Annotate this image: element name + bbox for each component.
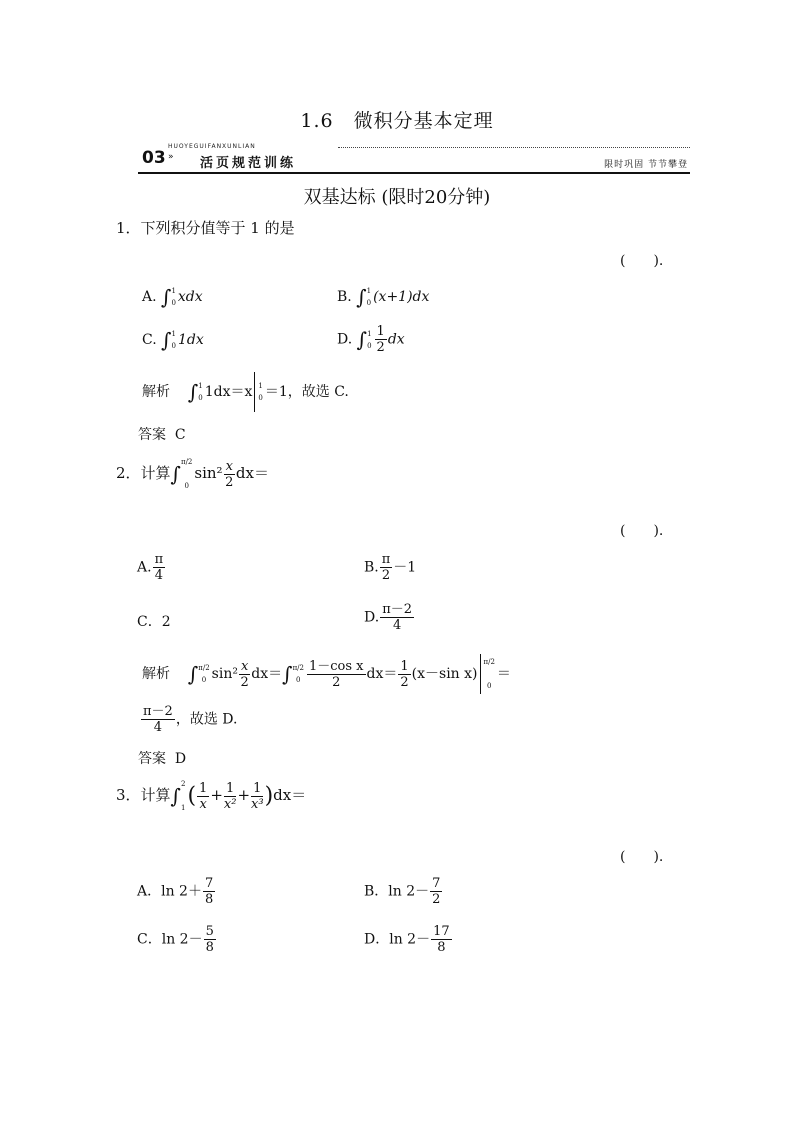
q2-option-d: D. $\frac{\pi-2}{4}$ <box>364 602 413 633</box>
banner-pinyin: HUOYEGUIFANXUNLIAN <box>168 143 256 150</box>
integral-icon: ∫ <box>187 662 199 686</box>
q2-answer: 答案 D <box>138 751 187 767</box>
q2-stem: 2．计算∫π/2 0sin² $\frac{x}{2}$ dx＝ <box>116 458 269 490</box>
evaluation-bar <box>254 372 255 412</box>
banner-rule <box>138 172 690 174</box>
q1-solution: 解析 ∫1 0 1dx＝x 1 0 ＝1，故选 C. <box>142 372 349 412</box>
q1-option-a: A. ∫1 0 xdx <box>142 285 203 309</box>
q2-option-c: C．2 <box>137 614 171 630</box>
section-title: 双基达标 (限时20分钟) <box>303 187 491 208</box>
q1-option-b: B. ∫1 0 (x+1)dx <box>337 285 430 309</box>
integral-icon: ∫ <box>170 784 181 808</box>
q2-option-b: B. $\frac{\pi}{2}$ －1 <box>364 552 417 583</box>
integral-icon: ∫ <box>282 662 293 686</box>
evaluation-bar <box>480 654 481 694</box>
q1-stem: 1．下列积分值等于 1 的是 <box>116 219 295 237</box>
q1-option-d: D. ∫1 0 $\frac{1}{2}$ dx <box>337 324 405 355</box>
q3-option-c: C．ln 2－ $\frac{5}{8}$ <box>137 924 214 955</box>
banner-right-text: 限时巩固 节节攀登 <box>604 160 688 170</box>
q2-solution-result: $\frac{\pi-2}{4}$ ，故选 D. <box>143 704 238 735</box>
double-chevron-icon: » <box>168 152 174 162</box>
integral-icon: ∫ <box>161 285 172 309</box>
q2-option-a: A. $\frac{\pi}{4}$ <box>137 552 164 583</box>
integral-icon: ∫ <box>161 328 172 352</box>
solution-label: 解析 <box>142 666 170 682</box>
section-banner <box>138 142 690 174</box>
solution-label: 解析 <box>142 384 170 400</box>
q3-option-d: D．ln 2－ $\frac{17}{8}$ <box>364 924 450 955</box>
q2-paren: ( ). <box>620 523 664 539</box>
q2-solution: 解析 ∫π/2 0 sin² $\frac{x}{2}$ dx＝∫π/2 0 $\frac{\text{1－cos x}}{2}$ dx＝ $\frac{1}{2}$ (x－sin x)π/2 0＝ <box>142 654 702 694</box>
integral-icon: ∫ <box>187 380 199 404</box>
q1-answer: 答案 C <box>138 427 186 443</box>
integral-icon: ∫ <box>356 285 367 309</box>
q1-paren: ( ). <box>620 253 664 269</box>
integral-icon: ∫ <box>356 327 368 352</box>
q3-stem: 3．计算∫2 1( $\frac{1}{x}$ + $\frac{1}{\text{x²}}$ + $\frac{1}{\text{x³}}$ )dx＝ <box>116 780 307 812</box>
banner-number: 03 <box>142 148 166 168</box>
integral-icon: ∫ <box>170 462 181 486</box>
q1-option-c: C. ∫1 0 1dx <box>142 328 204 352</box>
banner-dotted-line <box>338 147 690 148</box>
q3-option-b: B．ln 2－ $\frac{7}{2}$ <box>364 876 441 907</box>
q3-option-a: A．ln 2＋ $\frac{7}{8}$ <box>137 876 214 907</box>
page-title: 1.6 微积分基本定理 <box>300 110 494 132</box>
banner-name: 活页规范训练 <box>200 156 297 171</box>
q3-paren: ( ). <box>620 849 664 865</box>
